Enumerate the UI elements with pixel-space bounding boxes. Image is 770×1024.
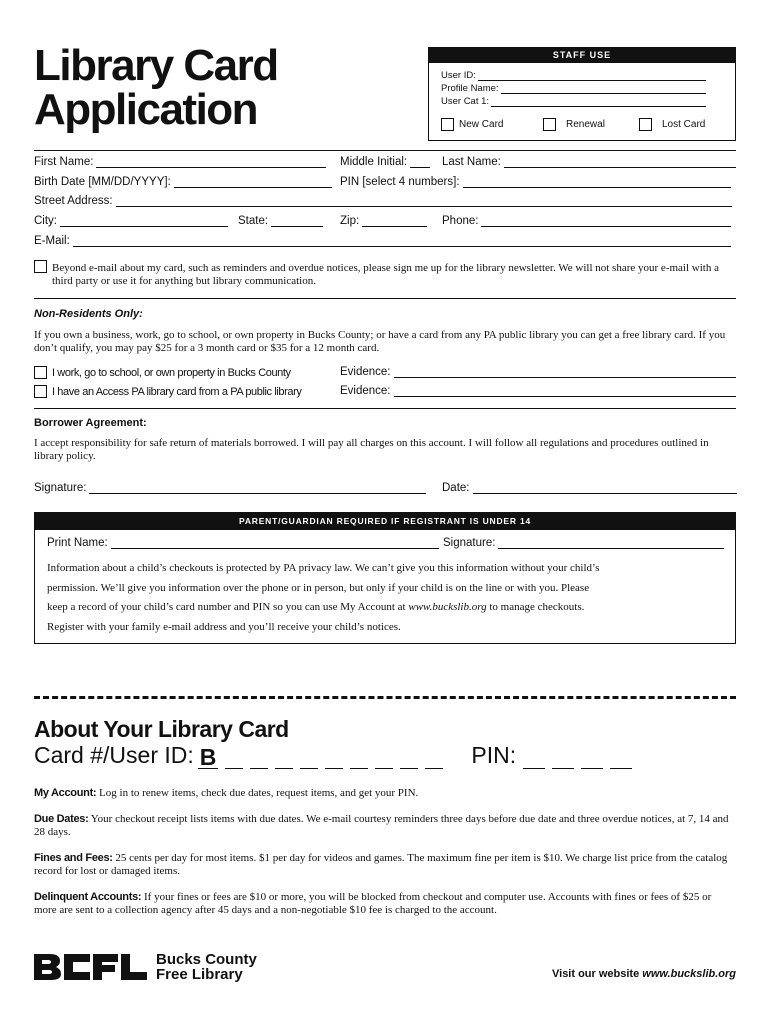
card-digit-blank[interactable] [250,749,268,769]
birth-date-field[interactable]: Birth Date [MM/DD/YYYY]: [34,176,332,188]
page-title: Library Card Application [34,41,278,134]
card-digit-blank[interactable] [300,749,318,769]
bcfl-logo-mark [34,952,148,982]
newsletter-checkbox[interactable] [34,260,47,273]
access-pa-label: I have an Access PA library card from a PA public library [52,386,302,398]
website-link[interactable]: www.buckslib.org [408,601,487,613]
divider [34,150,736,151]
card-prefix: B [199,744,217,770]
parent-info-text: Information about a child’s checkouts is protected by PA privacy law. We can’t give you this information without your child’s permission. We’ll give you information over the phone or in person, but only if your child is on the line or with you. Please keep a record of your child’s card number and PIN so you can use My Account at www.buckslib.org to manage checkouts. Register with your family e-mail address and you’ll receive your child’s notices. [47,562,600,633]
card-digit-blank[interactable] [275,749,293,769]
card-digit-blank[interactable] [350,749,368,769]
staff-use-header: STAFF USE [429,48,735,63]
city-field[interactable]: City: [34,215,228,227]
newsletter-text: Beyond e-mail about my card, such as reminders and overdue notices, please sign me up for the library newsletter. We will not share your e-mail with a third party or use it for anything but library communication. [52,262,719,287]
work-in-county-label: I work, go to school, or own property in Bucks County [52,367,291,379]
pin-digit-blank[interactable] [552,749,574,769]
parent-signature-field[interactable]: Signature: [443,537,724,549]
card-digit-blank[interactable] [325,749,343,769]
library-name: Bucks County Free Library [156,951,257,983]
new-card-option[interactable]: New Card [441,118,503,131]
info-fines-fees: Fines and Fees: 25 cents per day for most items. $1 per day for videos and games. The maximum fine per item is $10. We charge list price from the catalog record for lost or damaged items. [34,852,728,877]
pin-digit-blank[interactable] [523,749,545,769]
website-footer: Visit our website www.buckslib.org [552,968,736,980]
card-digit-blank[interactable] [375,749,393,769]
info-delinquent: Delinquent Accounts: If your fines or fees are $10 or more, you will be blocked from checkout and computer use. Accounts with fines or fees of $25 or more are sent to a collection agency after 45 days and a non-negotiable $10 fee is charged to the account. [34,891,712,916]
cut-line [34,696,736,699]
pin-label: PIN: [471,742,517,768]
pin-field[interactable]: PIN [select 4 numbers]: [340,176,731,188]
borrower-signature-field[interactable]: Signature: [34,482,426,494]
borrower-date-field[interactable]: Date: [442,482,737,494]
zip-field[interactable]: Zip: [340,215,427,227]
new-card-checkbox[interactable] [441,118,454,131]
staff-use-box [428,47,736,141]
non-residents-text: If you own a business, work, go to school, or own property in Bucks County; or have a card from any PA public library you can get a free library card. If you don’t qualify, you may pay $25 for a 3 month card or $35 for a 12 month card. [34,329,726,354]
borrower-text: I accept responsibility for safe return of materials borrowed. I will pay all charges on this account. I will follow all regulations and procedures outlined in library policy. [34,437,709,462]
street-address-field[interactable]: Street Address: [34,195,732,207]
work-in-county-checkbox[interactable] [34,366,47,379]
non-residents-heading: Non-Residents Only: [34,308,143,320]
divider [34,408,736,409]
info-my-account: My Account: Log in to renew items, check due dates, request items, and get your PIN. [34,787,419,799]
pin-digit-blank[interactable] [581,749,603,769]
last-name-field[interactable]: Last Name: [442,156,736,168]
evidence-field-1[interactable]: Evidence: [340,366,736,378]
email-field[interactable]: E-Mail: [34,235,731,247]
info-due-dates: Due Dates: Your checkout receipt lists items with due dates. We e-mail courtesy reminders three days before due date and three overdue notices, at 7, 14 and 28 days. [34,813,729,838]
divider [34,298,736,299]
lost-card-option[interactable]: Lost Card [639,118,705,131]
parent-print-name-field[interactable]: Print Name: [47,537,439,549]
user-cat-field[interactable]: User Cat 1: [441,96,706,107]
lost-card-checkbox[interactable] [639,118,652,131]
card-id-row: Card #/User ID: B PIN: [34,742,632,769]
first-name-field[interactable]: First Name: [34,156,326,168]
pin-digit-blank[interactable] [610,749,632,769]
phone-field[interactable]: Phone: [442,215,731,227]
access-pa-checkbox[interactable] [34,385,47,398]
parent-guardian-box [34,512,736,644]
bcfl-logo [34,952,257,982]
middle-initial-field[interactable]: Middle Initial: [340,156,430,168]
state-field[interactable]: State: [238,215,323,227]
user-id-field[interactable]: User ID: [441,70,706,81]
renewal-checkbox[interactable] [543,118,556,131]
renewal-option[interactable]: Renewal [543,118,605,131]
profile-name-field[interactable]: Profile Name: [441,83,706,94]
footer-website-link[interactable]: www.buckslib.org [642,968,736,980]
borrower-heading: Borrower Agreement: [34,417,147,429]
card-digit-blank[interactable] [225,749,243,769]
parent-guardian-header: PARENT/GUARDIAN REQUIRED IF REGISTRANT IS UNDER 14 [35,513,735,530]
card-digit-blank[interactable] [400,749,418,769]
about-heading: About Your Library Card [34,716,289,742]
evidence-field-2[interactable]: Evidence: [340,385,736,397]
card-digit-blank[interactable] [425,749,443,769]
